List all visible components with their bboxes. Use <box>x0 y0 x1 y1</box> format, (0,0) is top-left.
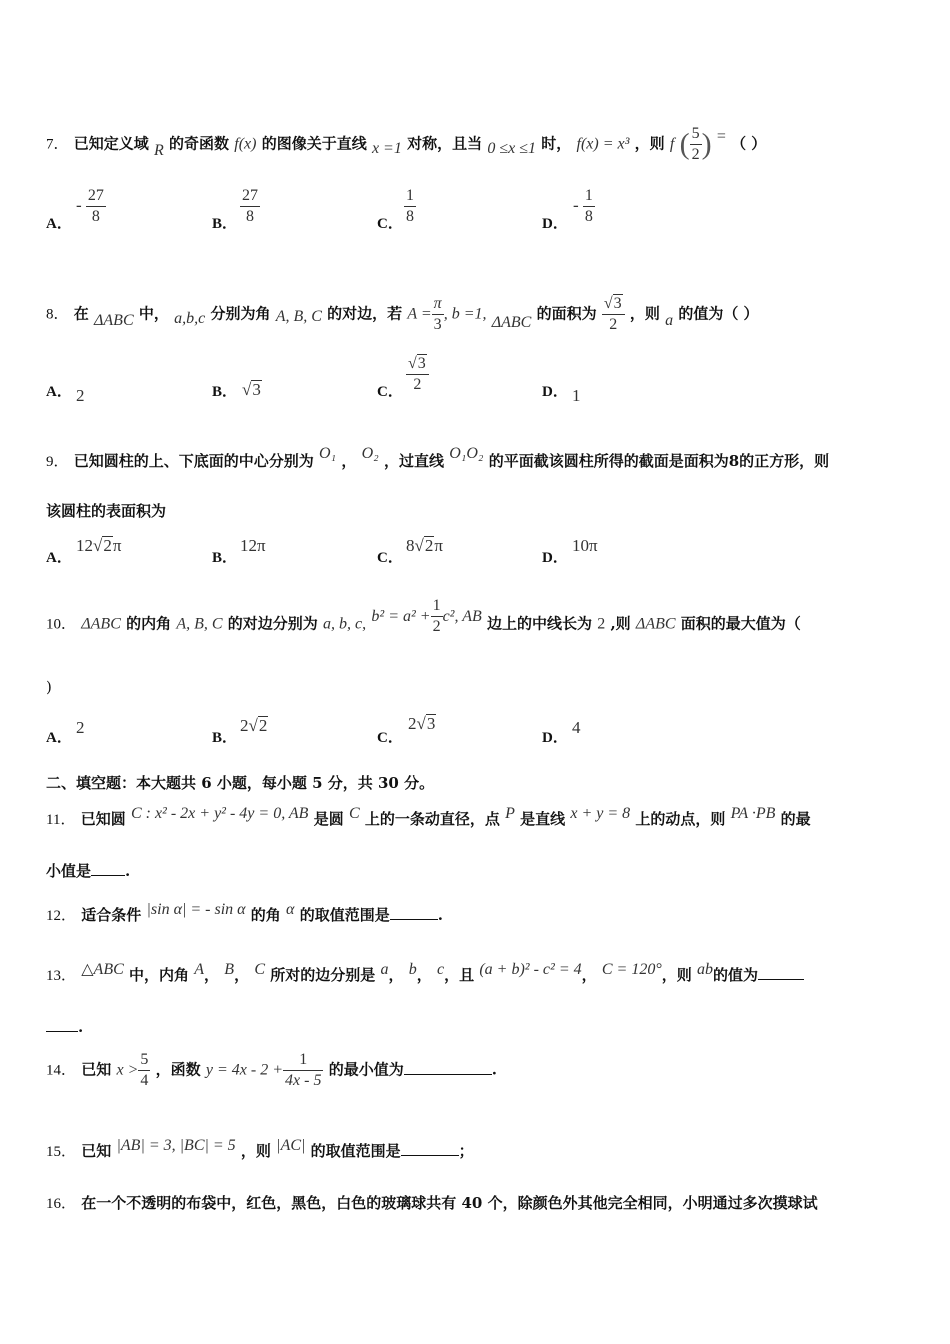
q11-text: . <box>125 862 131 880</box>
q13-text: . <box>78 1018 84 1036</box>
q8-option-c-label: C． <box>377 384 403 400</box>
q14-text: . <box>491 1060 497 1079</box>
q14-fraction: $\frac{1}{4x - 5}$ <box>285 1051 322 1089</box>
q13-math: B <box>224 961 235 978</box>
q8-option-b-label: B． <box>212 384 238 400</box>
question-14 <box>46 1050 497 1091</box>
q11-text: 是圆 <box>313 810 344 828</box>
question-number: 11． <box>46 812 76 828</box>
q9-text: 的平面截该圆柱所得的截面是面积为 <box>488 452 729 470</box>
q8-option-d: 1 <box>572 386 581 405</box>
q11-text: 上的动点，则 <box>635 810 726 828</box>
q12-text: 的角 <box>250 906 281 924</box>
q10-text: 的对边分别为 <box>227 614 318 633</box>
q7-text: （ ） <box>731 134 767 153</box>
q11-math: C : x² - 2x + y² - 4y = 0, AB <box>130 805 309 822</box>
q9-option-a: 12√2π <box>76 536 122 555</box>
q7-math: f <box>669 135 675 153</box>
q10-option-a: 2 <box>76 718 85 737</box>
q7-text: 对称，且当 <box>407 134 483 153</box>
q12-math: |sin α| = - sin α <box>146 901 246 918</box>
q10-option-c: 2√3 <box>408 714 436 733</box>
q10-fraction: $\frac{1}{2}$ <box>432 597 441 635</box>
q7-text: ，则 <box>634 134 665 153</box>
q7-fraction: $\frac{5}{2}$ <box>691 125 700 163</box>
q15-text: 已知 <box>81 1142 112 1160</box>
q10-math: , <box>362 615 367 633</box>
q9-text: 8 <box>728 452 740 470</box>
q13-math: C = 120° <box>601 961 662 978</box>
q14-math: y = 4x - 2 + <box>205 1061 284 1079</box>
q13-math: △ABC <box>81 961 124 978</box>
question-11-line2 <box>46 860 130 881</box>
q8-option-d-label: D． <box>542 384 568 400</box>
q14-text: 的最小值为 <box>328 1060 404 1079</box>
q12-text: 适合条件 <box>81 906 142 924</box>
q14-text: 已知 <box>81 1060 112 1079</box>
q7-option-b: $\frac{27}{8}$ <box>242 187 258 225</box>
q10-option-a-label: A． <box>46 730 72 746</box>
q14-text: ，函数 <box>155 1060 201 1079</box>
q9-option-c-label: C． <box>377 550 403 566</box>
q8-math: a <box>665 311 674 329</box>
q9-option-b: 12π <box>240 536 266 555</box>
q7-math: x =1 <box>371 139 402 157</box>
q13-text: ， <box>388 966 404 984</box>
q8-math: A, B, C <box>275 307 322 325</box>
q8-text: 的面积为 <box>536 304 597 323</box>
q9-option-b-label: B． <box>212 550 238 566</box>
q9-math: O₂ <box>361 445 379 462</box>
q10-option-b: 2√2 <box>240 716 268 735</box>
q7-math: f(x) = x³ <box>576 135 630 153</box>
sign: - <box>76 195 82 215</box>
q8-math: ΔABC <box>94 311 134 329</box>
q7-math: = <box>716 127 726 145</box>
q8-math: A = <box>407 305 432 323</box>
q13-text: ， <box>234 966 250 984</box>
q7-option-c: $\frac{1}{8}$ <box>406 187 414 225</box>
q15-text: ； <box>458 1142 474 1160</box>
q13-text: 所对的边分别是 <box>270 966 376 984</box>
question-15 <box>46 1137 474 1161</box>
q10-math: b² = a² + <box>371 607 431 625</box>
q9-option-a-label: A． <box>46 550 72 566</box>
q9-text: ， <box>341 452 357 470</box>
answer-blank-continued[interactable] <box>46 1031 78 1032</box>
q11-text: 已知圆 <box>80 810 126 828</box>
question-number: 10． <box>46 616 77 633</box>
q7-math: R <box>154 141 164 159</box>
q13-text: 中，内角 <box>129 966 190 984</box>
question-10 <box>46 597 801 645</box>
q9-option-c: 8√2π <box>406 536 443 555</box>
q13-math: ab <box>697 961 713 978</box>
q9-text: 已知圆柱的上、下底面的中心分别为 <box>73 452 314 470</box>
question-number: 16． <box>46 1196 77 1212</box>
answer-blank[interactable] <box>91 875 125 876</box>
q7-option-c-label: C． <box>377 216 403 232</box>
q7-text: 时， <box>541 134 572 153</box>
q10-math: A, B, C <box>176 615 223 633</box>
q16-text: 在一个不透明的布袋中，红色，黑色，白色的玻璃球共有 40 个，除颜色外其他完全相同，小明通过多次摸球试 <box>81 1194 818 1212</box>
q11-text: 的最 <box>780 810 811 828</box>
question-10-line2: ) <box>46 678 52 696</box>
q8-option-c: $\frac{√3}{2}$ <box>406 354 429 395</box>
q13-math: a <box>380 961 389 978</box>
q9-math: O₁ <box>319 445 337 462</box>
answer-blank[interactable] <box>390 919 438 920</box>
q10-text: 的内角 <box>126 614 172 633</box>
q13-text: ，则 <box>661 966 692 984</box>
q7-text: 的图像关于直线 <box>261 134 367 153</box>
q8-text: 中， <box>138 304 169 323</box>
q13-text: ， <box>204 966 220 984</box>
q10-text: ,则 <box>610 614 631 633</box>
q8-fraction: $\frac{\pi}{3}$ <box>433 295 442 333</box>
q8-option-a-label: A． <box>46 384 72 400</box>
q10-option-c-label: C． <box>377 730 403 746</box>
question-9-line2: 该圆柱的表面积为 <box>46 502 167 520</box>
question-8 <box>46 294 759 335</box>
q11-math: P <box>505 805 515 822</box>
q9-option-d-label: D． <box>542 550 568 566</box>
question-number: 14． <box>46 1062 77 1079</box>
question-number: 8． <box>46 306 69 323</box>
q8-text: 分别为角 <box>210 304 271 323</box>
q8-area-fraction: $\frac{√3}{2}$ <box>602 294 625 335</box>
q10-math: a, b, c <box>323 615 363 633</box>
q8-option-a: 2 <box>76 386 85 405</box>
q15-text: ，则 <box>240 1142 271 1160</box>
q10-math: ΔABC <box>635 615 676 633</box>
question-number: 7． <box>46 136 69 153</box>
sign: - <box>573 195 579 215</box>
question-9 <box>46 445 830 471</box>
q10-option-d: 4 <box>572 718 581 737</box>
q13-math: c <box>436 961 445 978</box>
section-heading: 二、填空题：本大题共 6 小题，每小题 5 分，共 30 分。 <box>46 774 435 792</box>
q11-text: 小值是 <box>46 862 92 880</box>
q12-text: . <box>437 906 443 924</box>
q11-math: x + y = 8 <box>570 805 631 822</box>
answer-blank[interactable] <box>758 979 804 980</box>
q11-math: C <box>348 805 360 822</box>
q7-option-b-label: B． <box>212 216 238 232</box>
q11-text: 上的一条动直径，点 <box>364 810 500 828</box>
answer-blank[interactable] <box>401 1155 459 1156</box>
q12-math: α <box>286 901 295 918</box>
q13-math: (a + b)² - c² = 4 <box>479 961 582 978</box>
q13-text: 的值为 <box>713 966 759 984</box>
q8-text: 的值为（ ） <box>678 304 759 323</box>
q9-text: 的正方形，则 <box>739 452 830 470</box>
q10-math: ΔABC <box>81 615 121 633</box>
question-12 <box>46 901 443 925</box>
q7-option-a: - $\frac{27}{8}$ <box>76 187 104 225</box>
q10-text: 面积的最大值为（ <box>680 614 801 633</box>
question-16 <box>46 1192 818 1213</box>
question-number: 13． <box>46 968 77 984</box>
q7-option-a-label: A． <box>46 216 72 232</box>
q13-text: ， <box>581 966 597 984</box>
q8-option-b: √3 <box>242 380 261 399</box>
q8-math: , b =1, <box>443 305 487 323</box>
q8-text: 的对边，若 <box>327 304 403 323</box>
q8-text: 在 <box>73 304 89 323</box>
q12-text: 的取值范围是 <box>299 906 390 924</box>
q7-math: f(x) <box>234 135 257 153</box>
q8-text: ，则 <box>629 304 660 323</box>
question-number: 12． <box>46 908 77 924</box>
q11-math: PA ·PB <box>730 805 776 822</box>
q13-math: b <box>408 961 417 978</box>
q10-option-d-label: D． <box>542 730 568 746</box>
q14-fraction: $\frac{5}{4}$ <box>140 1051 149 1089</box>
question-13-line2 <box>46 1018 83 1036</box>
q15-text: 的取值范围是 <box>310 1142 401 1160</box>
answer-blank[interactable] <box>404 1074 492 1075</box>
q7-option-d: - $\frac{1}{8}$ <box>573 187 593 225</box>
q13-text: ， <box>416 966 432 984</box>
question-number: 9． <box>46 454 69 470</box>
q7-text: 已知定义域 <box>73 134 149 153</box>
question-13 <box>46 961 804 985</box>
q8-math: a,b,c <box>174 309 206 327</box>
q13-math: C <box>254 961 265 978</box>
question-number: 15． <box>46 1144 77 1160</box>
q10-math: 2 <box>597 615 606 633</box>
q10-math: c², AB <box>442 607 482 625</box>
q8-math: ΔABC <box>491 313 532 331</box>
q13-math: A <box>194 961 205 978</box>
q15-math: |AC| <box>276 1137 306 1154</box>
q15-math: |AB| = 3, |BC| = 5 <box>116 1137 236 1154</box>
q11-text: 是直线 <box>520 810 566 828</box>
q14-math: x > <box>116 1061 139 1079</box>
q7-math: 0 ≤x ≤1 <box>487 139 537 157</box>
question-7: 7． 已知定义域 R 的奇函数 f(x) 的图像关于直线 x =1 对称，且当 0 ≤x ≤1 时， f(x) = x³ ，则 f ( $\frac{5}{2}$ ) = （ ） <box>46 125 767 163</box>
q9-text: ，过直线 <box>383 452 444 470</box>
q10-option-b-label: B． <box>212 730 238 746</box>
q10-text: 边上的中线长为 <box>486 614 592 633</box>
q9-option-d: 10π <box>572 536 598 555</box>
q9-math: O₁O₂ <box>449 445 484 462</box>
q7-option-d-label: D． <box>542 216 568 232</box>
question-11 <box>46 805 811 829</box>
q7-text: 的奇函数 <box>169 134 230 153</box>
q13-text: ，且 <box>444 966 475 984</box>
